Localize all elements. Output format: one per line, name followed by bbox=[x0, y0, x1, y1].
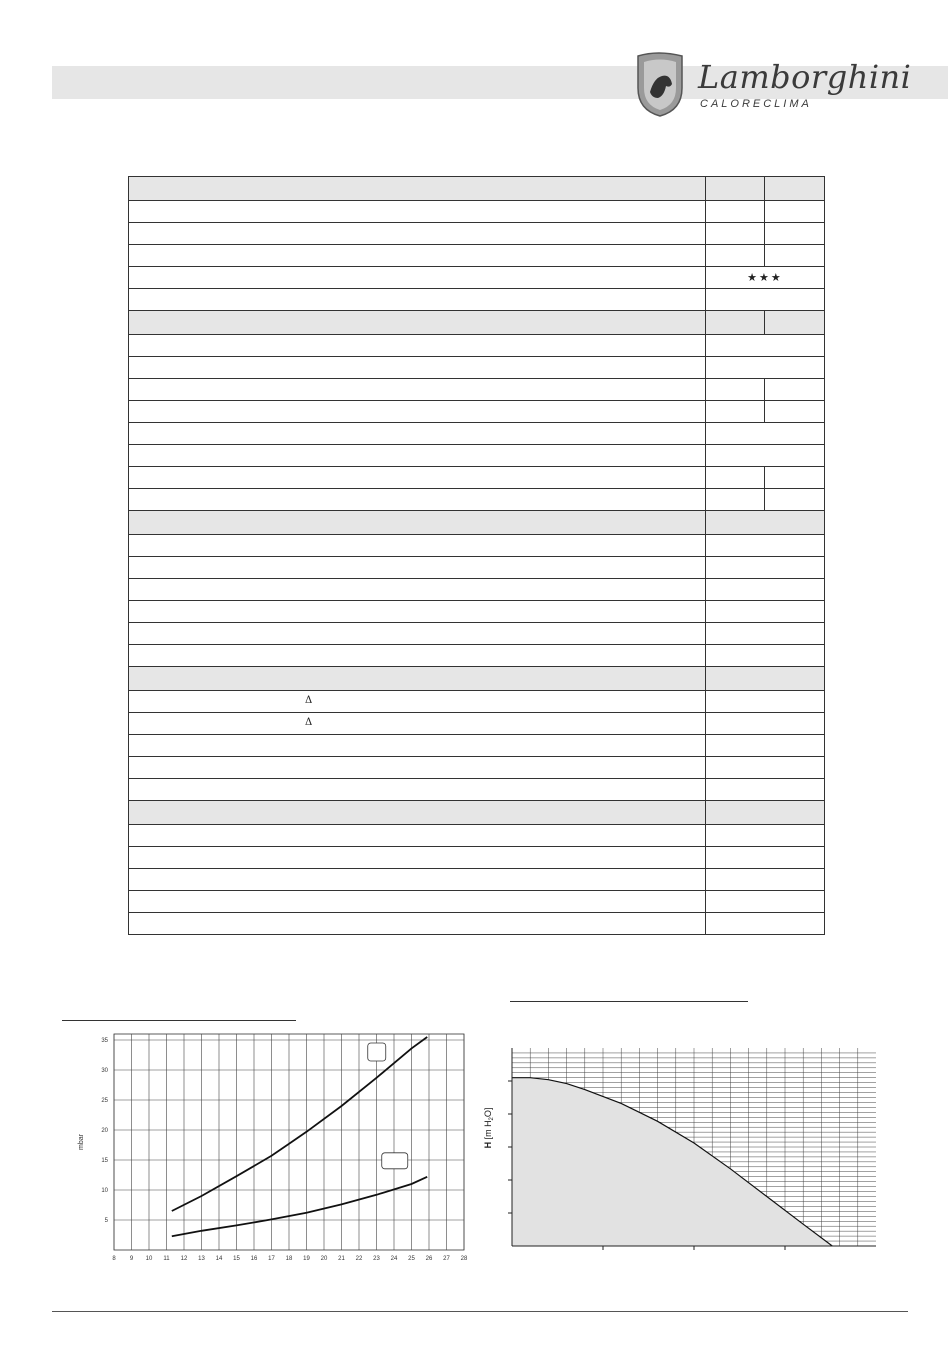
table-row bbox=[129, 445, 825, 467]
table-row bbox=[129, 579, 825, 601]
gas-pressure-chart bbox=[70, 1028, 468, 1268]
row-label-cell bbox=[129, 869, 706, 891]
x-tick-label: 9 bbox=[129, 1256, 134, 1262]
x-tick-label: 11 bbox=[163, 1256, 170, 1262]
row-label-cell bbox=[129, 779, 706, 801]
value-cell bbox=[705, 289, 824, 311]
row-label-cell bbox=[129, 267, 706, 289]
value-cell bbox=[705, 177, 764, 201]
x-tick-label: 22 bbox=[355, 1256, 363, 1262]
value-cell bbox=[705, 467, 764, 489]
y-tick-label: 35 bbox=[101, 1038, 108, 1044]
chart1-y-axis-label: mbar bbox=[78, 1134, 85, 1150]
footer-rule bbox=[52, 1311, 908, 1312]
x-tick-label: 26 bbox=[425, 1256, 433, 1262]
table-row bbox=[129, 335, 825, 357]
value-cell bbox=[705, 847, 824, 869]
value-cell bbox=[764, 311, 824, 335]
x-tick-label: 20 bbox=[320, 1256, 328, 1262]
y-tick-label: 10 bbox=[101, 1188, 108, 1194]
chart1-title-rule bbox=[62, 1020, 296, 1021]
x-tick-label: 25 bbox=[408, 1256, 415, 1262]
value-cell bbox=[705, 869, 824, 891]
row-label-cell bbox=[129, 891, 706, 913]
value-cell bbox=[764, 379, 824, 401]
y-tick-label: 20 bbox=[101, 1128, 108, 1134]
value-cell bbox=[705, 645, 824, 667]
value-cell bbox=[705, 579, 824, 601]
table-row bbox=[129, 223, 825, 245]
row-label-cell bbox=[129, 535, 706, 557]
table-row bbox=[129, 757, 825, 779]
value-cell bbox=[764, 201, 824, 223]
x-tick-label: 8 bbox=[112, 1256, 116, 1262]
row-label-cell bbox=[129, 223, 706, 245]
technical-data-table bbox=[128, 176, 825, 935]
value-cell bbox=[705, 423, 824, 445]
value-cell bbox=[705, 311, 764, 335]
efficiency-stars: ★★★ bbox=[747, 272, 783, 284]
table-row bbox=[129, 535, 825, 557]
row-label-cell bbox=[129, 713, 706, 735]
value-cell bbox=[705, 735, 824, 757]
delta-symbol: Δ bbox=[305, 717, 313, 728]
y-tick-label: 15 bbox=[101, 1158, 108, 1164]
value-cell bbox=[705, 245, 764, 267]
ylabel-sub: 2 bbox=[489, 1117, 495, 1121]
value-cell bbox=[705, 779, 824, 801]
series-line-1 bbox=[172, 1037, 427, 1211]
chart1-tick-labels bbox=[101, 1038, 468, 1262]
y-tick-label: 25 bbox=[101, 1098, 108, 1104]
table-section-row bbox=[129, 667, 825, 691]
value-cell bbox=[705, 891, 824, 913]
row-label-cell bbox=[129, 691, 706, 713]
x-tick-label: 13 bbox=[198, 1256, 205, 1262]
chart1-series bbox=[172, 1037, 427, 1236]
value-cell bbox=[705, 201, 764, 223]
table-row bbox=[129, 601, 825, 623]
row-label-cell bbox=[129, 667, 706, 691]
value-cell bbox=[705, 267, 824, 289]
table-section-row bbox=[129, 177, 825, 201]
x-tick-label: 10 bbox=[145, 1256, 153, 1262]
row-label-cell bbox=[129, 467, 706, 489]
y-tick-label: 30 bbox=[101, 1068, 108, 1074]
ylabel-end: O] bbox=[483, 1107, 493, 1118]
x-tick-label: 21 bbox=[338, 1256, 345, 1262]
chart1-grid bbox=[114, 1034, 464, 1250]
y-tick-label: 5 bbox=[104, 1218, 108, 1224]
value-cell bbox=[705, 623, 824, 645]
row-label-cell bbox=[129, 379, 706, 401]
ylabel-bold: H bbox=[483, 1141, 493, 1149]
value-cell bbox=[705, 379, 764, 401]
chart2-title-rule bbox=[510, 1001, 748, 1002]
table-row bbox=[129, 869, 825, 891]
row-label-cell bbox=[129, 335, 706, 357]
row-label-cell bbox=[129, 445, 706, 467]
value-cell bbox=[705, 489, 764, 511]
row-label-cell bbox=[129, 847, 706, 869]
row-label-cell bbox=[129, 177, 706, 201]
row-label-cell bbox=[129, 601, 706, 623]
x-tick-label: 24 bbox=[390, 1256, 398, 1262]
table-row bbox=[129, 467, 825, 489]
chart2-grid bbox=[512, 1048, 876, 1246]
value-cell bbox=[705, 913, 824, 935]
value-cell bbox=[705, 445, 824, 467]
chart2-y-axis-label bbox=[483, 1108, 495, 1149]
value-cell bbox=[705, 691, 824, 713]
table-row bbox=[129, 825, 825, 847]
x-tick-label: 12 bbox=[180, 1256, 188, 1262]
table-row bbox=[129, 401, 825, 423]
row-label-cell bbox=[129, 401, 706, 423]
value-cell bbox=[705, 557, 824, 579]
value-cell bbox=[705, 667, 824, 691]
value-cell bbox=[705, 757, 824, 779]
row-label-cell bbox=[129, 357, 706, 379]
table-row bbox=[129, 379, 825, 401]
value-cell bbox=[764, 245, 824, 267]
value-cell bbox=[764, 489, 824, 511]
table-row bbox=[129, 267, 825, 289]
table-section-row bbox=[129, 801, 825, 825]
table-row bbox=[129, 357, 825, 379]
table-row bbox=[129, 779, 825, 801]
value-cell bbox=[705, 825, 824, 847]
value-cell bbox=[705, 401, 764, 423]
value-cell bbox=[705, 713, 824, 735]
table-row bbox=[129, 847, 825, 869]
x-tick-label: 19 bbox=[303, 1256, 310, 1262]
x-tick-label: 28 bbox=[460, 1256, 468, 1262]
table-section-row bbox=[129, 311, 825, 335]
table-row bbox=[129, 489, 825, 511]
row-label-cell bbox=[129, 757, 706, 779]
table-row bbox=[129, 913, 825, 935]
row-label-cell bbox=[129, 201, 706, 223]
x-tick-label: 18 bbox=[285, 1256, 293, 1262]
value-cell bbox=[705, 223, 764, 245]
x-tick-label: 14 bbox=[215, 1256, 223, 1262]
value-cell bbox=[764, 223, 824, 245]
series-line-2 bbox=[172, 1177, 427, 1236]
series-2-label-box bbox=[382, 1153, 408, 1169]
x-tick-label: 27 bbox=[443, 1256, 450, 1262]
value-cell bbox=[764, 467, 824, 489]
row-label-cell bbox=[129, 245, 706, 267]
x-tick-label: 23 bbox=[373, 1256, 380, 1262]
ylabel-rest: [m H bbox=[483, 1120, 493, 1142]
row-label-cell bbox=[129, 511, 706, 535]
x-tick-label: 16 bbox=[250, 1256, 258, 1262]
row-label-cell bbox=[129, 579, 706, 601]
table-row bbox=[129, 623, 825, 645]
table-row bbox=[129, 691, 825, 713]
value-cell bbox=[705, 535, 824, 557]
row-label-cell bbox=[129, 825, 706, 847]
value-cell bbox=[705, 601, 824, 623]
delta-symbol: Δ bbox=[305, 695, 313, 706]
row-label-cell bbox=[129, 423, 706, 445]
table-row bbox=[129, 245, 825, 267]
row-label-cell bbox=[129, 913, 706, 935]
row-label-cell bbox=[129, 289, 706, 311]
value-cell bbox=[764, 177, 824, 201]
table-row bbox=[129, 713, 825, 735]
table-row bbox=[129, 645, 825, 667]
row-label-cell bbox=[129, 735, 706, 757]
table-row bbox=[129, 735, 825, 757]
table-row bbox=[129, 289, 825, 311]
value-cell bbox=[705, 335, 824, 357]
brand-subtitle: CALORECLIMA bbox=[700, 98, 812, 110]
value-cell bbox=[764, 401, 824, 423]
value-cell bbox=[705, 357, 824, 379]
row-label-cell bbox=[129, 623, 706, 645]
row-label-cell bbox=[129, 311, 706, 335]
series-1-label-box bbox=[368, 1043, 386, 1061]
value-cell bbox=[705, 801, 824, 825]
row-label-cell bbox=[129, 801, 706, 825]
row-label-cell bbox=[129, 489, 706, 511]
table-row bbox=[129, 891, 825, 913]
pump-head-chart bbox=[478, 1040, 878, 1290]
row-label-cell bbox=[129, 645, 706, 667]
brand-name: Lamborghini bbox=[698, 58, 912, 96]
x-tick-label: 15 bbox=[233, 1256, 240, 1262]
table-row bbox=[129, 557, 825, 579]
table-row bbox=[129, 201, 825, 223]
table-row bbox=[129, 423, 825, 445]
x-tick-label: 17 bbox=[268, 1256, 275, 1262]
row-label-cell bbox=[129, 557, 706, 579]
value-cell bbox=[705, 511, 824, 535]
table-section-row bbox=[129, 511, 825, 535]
